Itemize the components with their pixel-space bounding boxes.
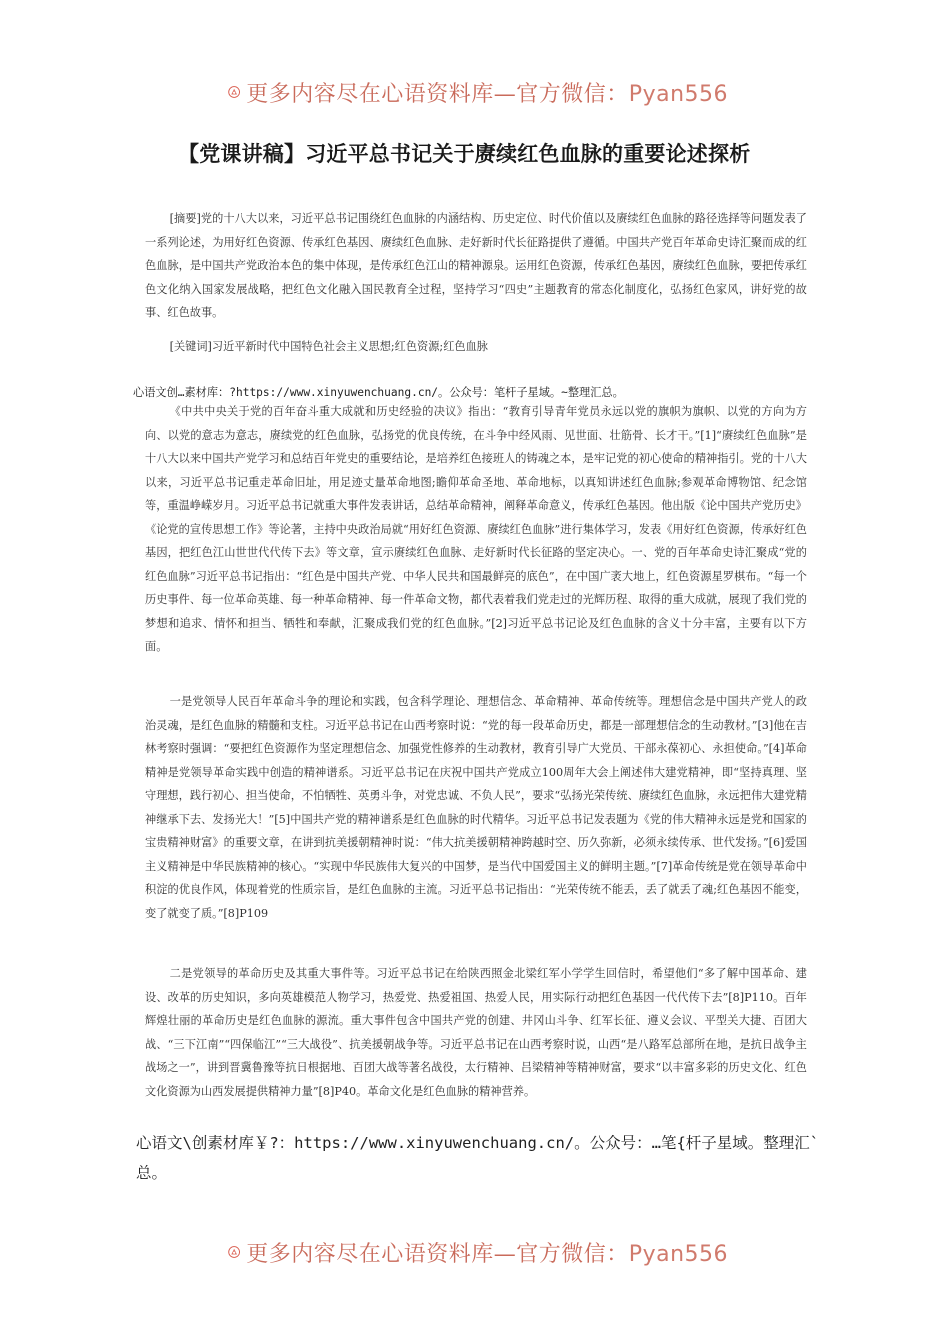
paragraph-2-text: 一是党领导人民百年革命斗争的理论和实践，包含科学理论、理想信念、革命精神、革命传统等。理想信念是中国共产党人的政治灵魂，是红色血脉的精髓和支柱。习近平总书记在山西考察时说：“党的每一段革命历史，都是一部理想信念的生动教材。”[3]他在吉林考察时强调：“要把红色资源作为坚定理想信念、加强党性修养的生动教材，教育引导广大党员、干部永葆初心、永担使命。”[4]革命精神是党领导革命实践中创造的精神谱系。习近平总书记在庆祝中国共产党成立100周年大会上阐述伟大建党精神，即“坚持真理、坚守理想，践行初心、担当使命，不怕牺牲、英勇斗争，对党忠诚、不负人民”，要求“弘扬光荣传统、赓续红色血脉，永远把伟大建党精神继承下去、发扬光大！”[5]中国共产党的精神谱系是红色血脉的时代精华。习近平总书记发表题为《党的伟大精神永远是党和国家的宝贵精神财富》的重要文章，在讲到抗美援朝精神时说：“伟大抗美援朝精神跨越时空、历久弥新，必须永续传承、世代发扬。”[6]爱国主义精神是中华民族精神的核心。“实现中华民族伟大复兴的中国梦，是当代中国爱国主义的鲜明主题。”[7]革命传统是党在领导革命中积淀的优良作风，体现着党的性质宗旨，是红色血脉的主流。习近平总书记指出：“光荣传统不能丢，丢了就丢了魂;红色基因不能变，变了就变了质。”[8]P109 — [145, 695, 807, 920]
abstract-text: [摘要]党的十八大以来，习近平总书记围绕红色血脉的内涵结构、历史定位、时代价值以及赓续红色血脉的路径选择等问题发表了一系列论述，为用好红色资源、传承红色基因、赓续红色血脉、走好新时代长征路提供了遵循。中国共产党百年革命史诗汇聚而成的红色血脉，是中国共产党政治本色的集中体现，是传承红色江山的精神源泉。运用红色资源，传承红色基因，赓续红色血脉，要把传承红色文化纳入国家发展战略，把红色文化融入国民教育全过程，坚持学习“四史”主题教育的常态化制度化，弘扬红色家风，讲好党的故事、红色故事。 — [145, 212, 807, 319]
wechat-id: Pyan556 — [628, 81, 728, 107]
paragraph-1-text: 《中共中央关于党的百年奋斗重大成就和历史经验的决议》指出：“教育引导青年党员永远以党的旗帜为旗帜、以党的方向为方向、以党的意志为意志，赓续党的红色血脉，弘扬党的优良传统，在斗争中经风雨、见世面、壮筋骨、长才干。”[1]“赓续红色血脉”是十八大以来中国共产党学习和总结百年党史的重要结论，是培养红色接班人的铸魂之本，是牢记党的初心使命的精神指引。党的十八大以来，习近平总书记重走革命旧址，用足迹丈量革命地图;瞻仰革命圣地、革命地标，以真知讲述红色血脉;参观革命博物馆、纪念馆等，重温峥嵘岁月。习近平总书记就重大事件发表讲话，总结革命精神，阐释革命意义，传承红色基因。他出版《论中国共产党历史》《论党的宣传思想工作》等论著，主持中央政治局就“用好红色资源、赓续红色血脉”进行集体学习，发表《用好红色资源，传承好红色基因，把红色江山世世代代传下去》等文章，宣示赓续红色血脉、走好新时代长征路的坚定决心。一、党的百年革命史诗汇聚成“党的红色血脉”习近平总书记指出：“红色是中国共产党、中华人民共和国最鲜亮的底色”，在中国广袤大地上，红色资源星罗棋布。“每一个历史事件、每一位革命英雄、每一种革命精神、每一件革命文物，都代表着我们党走过的光辉历程、取得的重大成就，展现了我们党的梦想和追求、情怀和担当、牺牲和奉献，汇聚成我们党的红色血脉。”[2]习近平总书记论及红色血脉的含义十分丰富，主要有以下方面。 — [145, 405, 807, 653]
header-banner — [228, 72, 728, 112]
keywords-text: [关键词]习近平新时代中国特色社会主义思想;红色资源;红色血脉 — [169, 340, 488, 353]
paragraph-3 — [145, 962, 807, 1103]
banner-text — [246, 77, 728, 108]
abstract-section — [145, 207, 807, 325]
wechat-id: Pyan556 — [628, 1241, 728, 1267]
page-title: 【党课讲稿】习近平总书记关于赓续红色血脉的重要论述探析 — [178, 142, 751, 166]
paragraph-3-text: 二是党领导的革命历史及其重大事件等。习近平总书记在给陕西照金北梁红军小学学生回信时，希望他们“多了解中国革命、建设、改革的历史知识，多向英雄模范人物学习，热爱党、热爱祖国、热爱人民，用实际行动把红色基因一代代传下去”[8]P110。百年辉煌壮丽的革命历史是红色血脉的源流。重大事件包含中国共产党的创建、井冈山斗争、红军长征、遵义会议、平型关大捷、百团大战、“三下江南”“四保临江”“三大战役”、抗美援朝战争等。习近平总书记在山西考察时说，山西“是八路军总部所在地，是抗日战争主战场之一”，讲到晋冀鲁豫等抗日根据地、百团大战等著名战役，太行精神、吕梁精神等精神财富，要求“以丰富多彩的历史文化、红色文化资源为山西发展提供精神力量”[8]P40。革命文化是红色血脉的精神营养。 — [145, 967, 807, 1098]
banner-label: 更多内容尽在心语资料库—官方微信： — [246, 1241, 629, 1267]
logo-icon — [228, 75, 240, 109]
logo-icon — [228, 1235, 240, 1269]
paragraph-1 — [145, 400, 807, 659]
source-line-bottom: 心语文\创素材库￥?：https://www.xinyuwenchuang.cn/。公众号：…笔{杆子星域。整理汇`总。 — [136, 1134, 820, 1182]
source-line-top: 心语文创…素材库：?https://www.xinyuwenchuang.cn/。公众号：笔杆子星域。~整理汇总。 — [133, 386, 624, 399]
footer-banner — [228, 1232, 728, 1272]
paragraph-2 — [145, 690, 807, 925]
keywords-section — [145, 335, 807, 359]
banner-text — [246, 1237, 728, 1268]
banner-label: 更多内容尽在心语资料库—官方微信： — [246, 81, 629, 107]
